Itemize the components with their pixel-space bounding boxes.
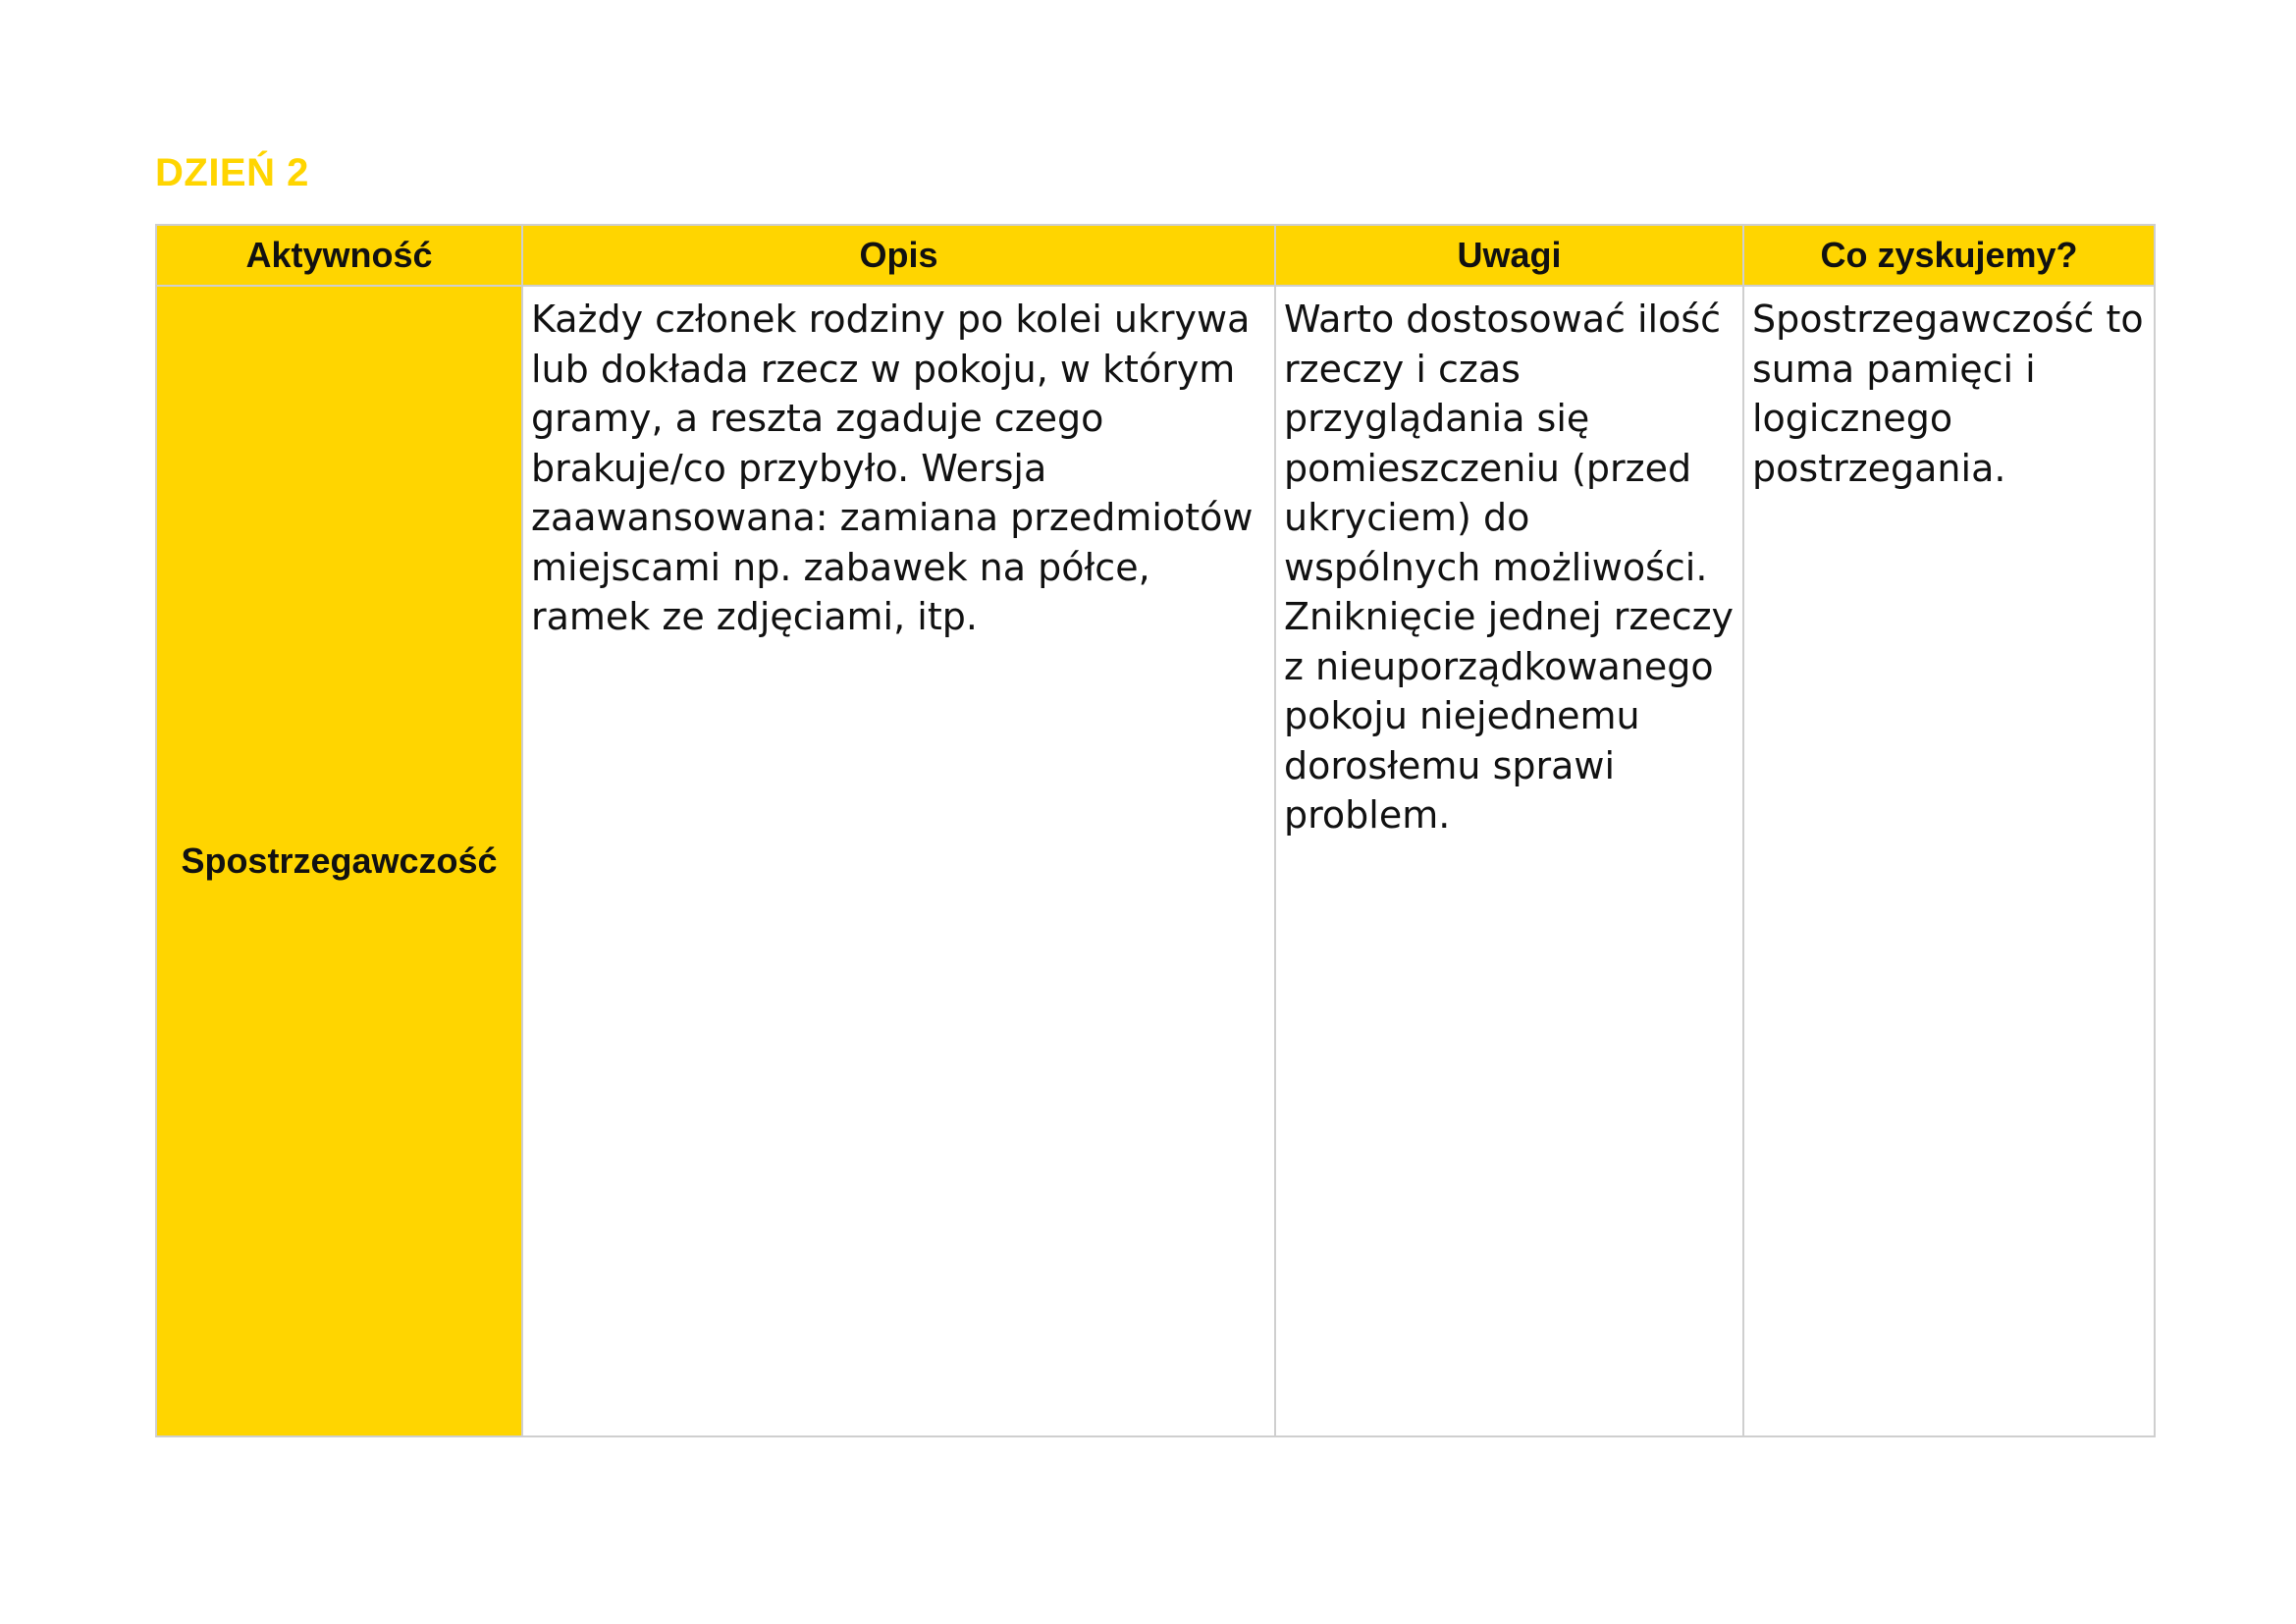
table-row — [156, 286, 2155, 1436]
description-cell: Każdy członek rodziny po kolei ukrywa lub dokłada rzecz w pokoju, w którym gramy, a reszta zgaduje czego brakuje/co przybyło. Wersja zaawansowana: zamiana przedmiotów miejscami np. zabawek na półce, ramek ze zdjęciami, itp. — [522, 286, 1275, 1436]
header-description: Opis — [522, 225, 1275, 286]
header-notes: Uwagi — [1275, 225, 1743, 286]
table-header-row — [156, 225, 2155, 286]
activity-cell: Spostrzegawczość — [156, 286, 522, 1436]
header-benefit: Co zyskujemy? — [1743, 225, 2155, 286]
header-activity: Aktywność — [156, 225, 522, 286]
benefit-cell: Spostrzegawczość to suma pamięci i logicznego postrzegania. — [1743, 286, 2155, 1436]
notes-cell: Warto dostosować ilość rzeczy i czas przyglądania się pomieszczeniu (przed ukryciem) do wspólnych możliwości. Zniknięcie jednej rzeczy z nieuporządkowanego pokoju niejednemu dorosłemu sprawi problem. — [1275, 286, 1743, 1436]
activity-table — [155, 224, 2156, 1437]
page-title: DZIEŃ 2 — [155, 151, 309, 194]
